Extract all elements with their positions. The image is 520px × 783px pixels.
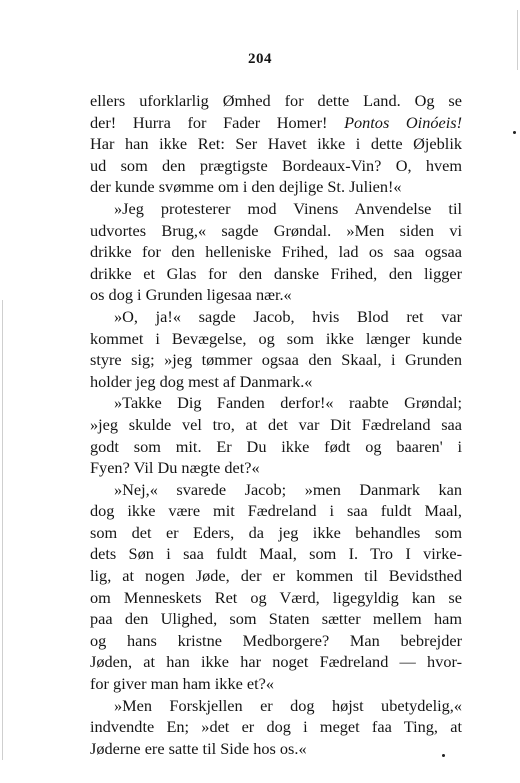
text-line: ud som den prægtigste Bordeaux-Vin? O, hvem bbox=[90, 155, 462, 175]
text-line: indvendte En; »det er dog i meget faa Ting, at bbox=[90, 717, 462, 737]
text-line: dets Søn i saa fuldt Maal, som I. Tro I virke- bbox=[90, 544, 462, 564]
page-edge-shadow-left bbox=[2, 300, 3, 760]
text-line: paa den Ulighed, som Staten sætter mellem ham bbox=[90, 609, 462, 629]
text-line: »Men Forskjellen er dog højst ubetydelig,« bbox=[114, 695, 462, 715]
text-line: godt som mit. Er Du ikke født og baaren' i bbox=[90, 436, 462, 456]
text-segment: der! Hurra for Fader Homer! bbox=[90, 112, 328, 132]
margin-speck bbox=[513, 131, 516, 134]
text-line: holder jeg dog mest af Danmark.« bbox=[90, 371, 313, 391]
text-line: Jøden, at han ikke har noget Fædreland — hvor- bbox=[90, 652, 462, 672]
text-line: der kunde svømme om i den dejlige St. Julien!« bbox=[90, 177, 402, 197]
text-line: Fyen? Vil Du nægte det?« bbox=[90, 458, 260, 478]
text-line: som det er Eders, da jeg ikke behandles som bbox=[90, 522, 462, 542]
text-line: om Menneskets Ret og Værd, ligegyldig kan se bbox=[90, 587, 462, 607]
text-line: Har han ikke Ret: Ser Havet ikke i dette Øjeblik bbox=[90, 134, 462, 154]
text-line: os dog i Grunden ligesaa nær.« bbox=[90, 285, 292, 305]
page-number: 204 bbox=[248, 51, 272, 67]
text-line: »Nej,« svarede Jacob; »men Danmark kan bbox=[114, 479, 462, 499]
text-line bbox=[90, 112, 462, 134]
text-line: Jøderne ere satte til Side hos os.« bbox=[90, 738, 307, 758]
text-line: »Jeg protesterer mod Vinens Anvendelse til bbox=[114, 198, 462, 218]
text-line: for giver man ham ikke et?« bbox=[90, 674, 274, 694]
text-line: styre sig; »jeg tømmer ogsaa den Skaal, i Grunden bbox=[90, 350, 462, 370]
text-line: udvortes Brug,« sagde Grøndal. »Men siden vi bbox=[90, 220, 462, 240]
body-text bbox=[90, 90, 462, 759]
text-line: dog ikke være mit Fædreland i saa fuldt Maal, bbox=[90, 501, 462, 521]
greek-quote: Pontos Oinóeis! bbox=[344, 112, 462, 132]
text-line: »Takke Dig Fanden derfor!« raabte Grøndal; bbox=[114, 393, 462, 413]
text-line: »O, ja!« sagde Jacob, hvis Blod ret var bbox=[114, 306, 462, 326]
text-line: lig, at nogen Jøde, der er kommen til Bevidsthed bbox=[90, 566, 462, 586]
text-line: »jeg skulde vel tro, at det var Dit Fædreland saa bbox=[90, 414, 462, 434]
text-line: drikke et Glas for den danske Frihed, den ligger bbox=[90, 263, 462, 283]
text-line: drikke for den helleniske Frihed, lad os saa ogsaa bbox=[90, 242, 462, 262]
text-line: kommet i Bevægelse, og som ikke længer kunde bbox=[90, 328, 462, 348]
text-line: og hans kristne Medborgere? Man bebrejder bbox=[90, 630, 462, 650]
text-line: ellers uforklarlig Ømhed for dette Land. Og se bbox=[90, 91, 462, 110]
